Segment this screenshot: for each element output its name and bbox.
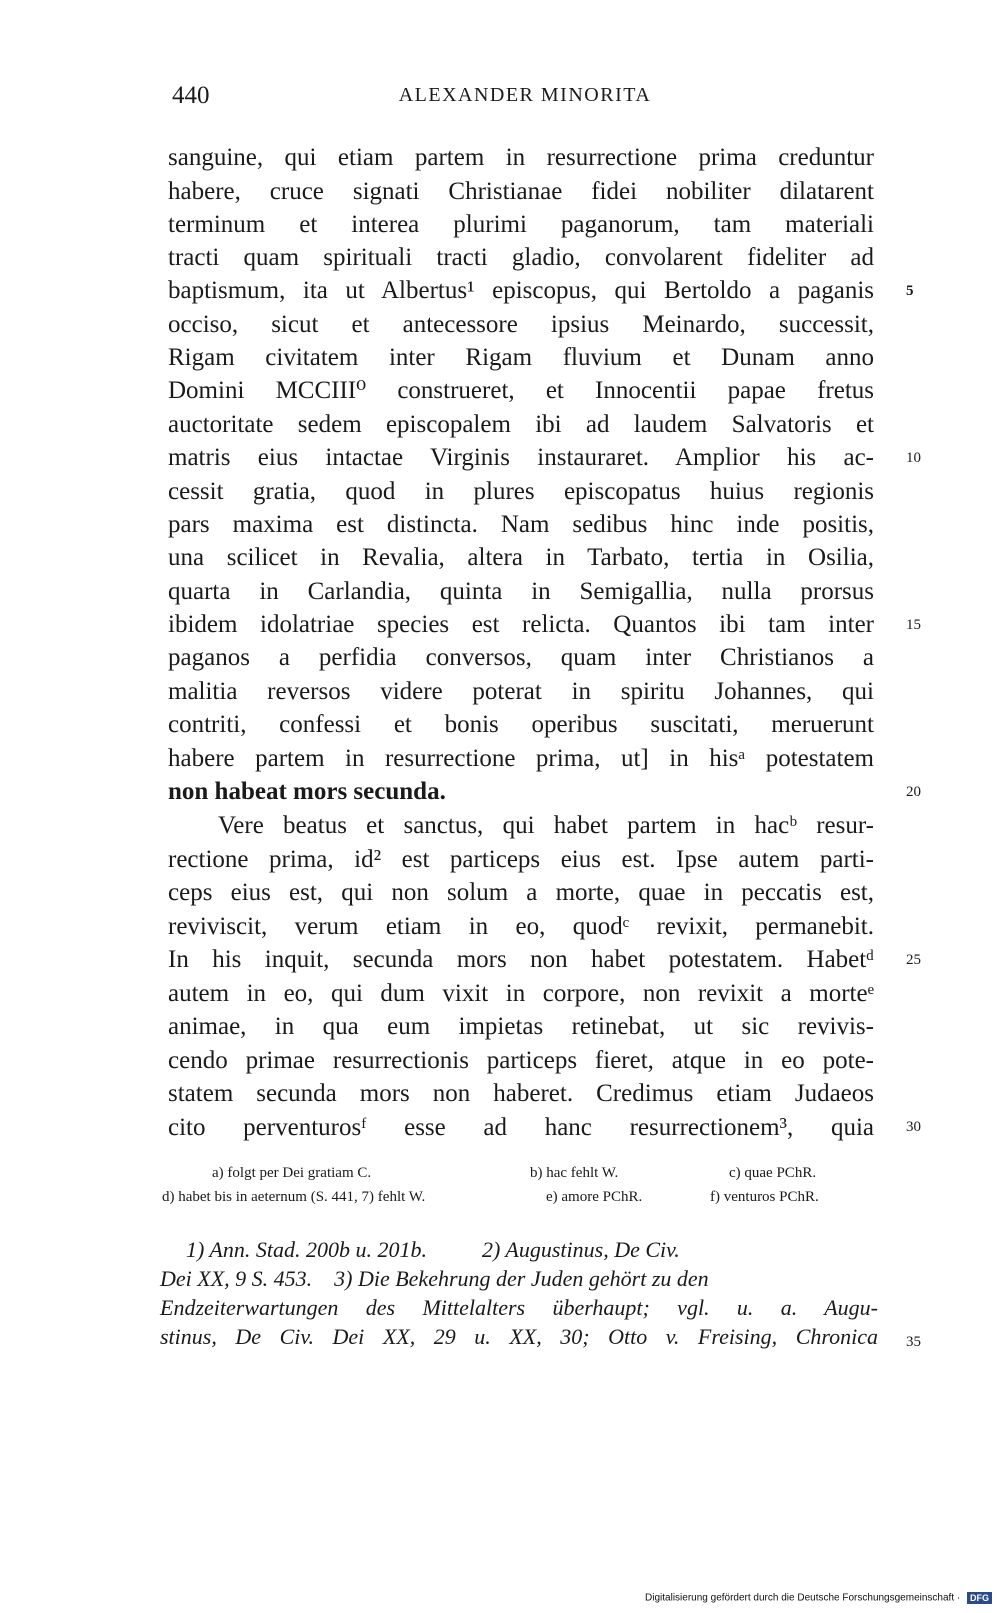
text-line: autem in eo, qui dum vixit in corpore, non revixit a morteᵉ <box>168 980 874 1007</box>
page-title: ALEXANDER MINORITA <box>398 84 652 106</box>
footnote-line: 1) Ann. Stad. 200b u. 201b. 2) Augustinus, De Civ. <box>186 1237 680 1262</box>
line-number: 15 <box>906 617 921 633</box>
apparatus-note: e) amore PChR. <box>546 1189 643 1205</box>
line-number: 10 <box>906 450 921 466</box>
apparatus-note: b) hac fehlt W. <box>530 1165 619 1181</box>
text-line: pars maxima est distincta. Nam sedibus hinc inde positis, <box>168 511 874 538</box>
digitization-note <box>645 1592 992 1604</box>
text-line: animae, in qua eum impietas retinebat, ut sic revivis- <box>168 1013 874 1040</box>
text-line: rectione prima, id² est particeps eius est. Ipse autem parti- <box>168 846 874 873</box>
dfg-logo: DFG <box>967 1592 992 1604</box>
line-number: 5 <box>906 283 914 299</box>
line-number: 20 <box>906 784 921 800</box>
text-line-bold: non habeat mors secunda. <box>168 778 446 805</box>
text-line: Vere beatus et sanctus, qui habet partem in hacᵇ resur- <box>218 812 874 839</box>
text-line: baptismum, ita ut Albertus¹ episcopus, qui Bertoldo a paganis <box>168 277 874 304</box>
footnote-line: stinus, De Civ. Dei XX, 29 u. XX, 30; Otto v. Freising, Chronica <box>160 1324 878 1349</box>
text-line: occiso, sicut et antecessore ipsius Meinardo, successit, <box>168 311 874 338</box>
text-line: In his inquit, secunda mors non habet potestatem. Habetᵈ <box>168 946 874 973</box>
text-line: matris eius intactae Virginis instauraret. Amplior his ac- <box>168 444 874 471</box>
page-number: 440 <box>172 82 210 109</box>
text-line: quarta in Carlandia, quinta in Semigallia, nulla prorsus <box>168 578 874 605</box>
text-line: reviviscit, verum etiam in eo, quodᶜ revixit, permanebit. <box>168 913 874 940</box>
apparatus-note: a) folgt per Dei gratiam C. <box>212 1165 372 1181</box>
text-line: auctoritate sedem episcopalem ibi ad laudem Salvatoris et <box>168 411 874 438</box>
footnote-line: Endzeiterwartungen des Mittelalters überhaupt; vgl. u. a. Augu- <box>160 1295 878 1320</box>
line-number: 30 <box>906 1119 921 1135</box>
text-line: contriti, confessi et bonis operibus suscitati, meruerunt <box>168 711 874 738</box>
text-line: Domini MCCIII⁰ construeret, et Innocentii papae fretus <box>168 377 874 404</box>
apparatus-note: d) habet bis in aeternum (S. 441, 7) fehlt W. <box>162 1189 426 1205</box>
text-line: tracti quam spirituali tracti gladio, convolarent fideliter ad <box>168 244 874 271</box>
text-line: ibidem idolatriae species est relicta. Quantos ibi tam inter <box>168 611 874 638</box>
text-line: habere, cruce signati Christianae fidei nobiliter dilatarent <box>168 178 874 205</box>
line-number: 25 <box>906 952 921 968</box>
text-line: terminum et interea plurimi paganorum, tam materiali <box>168 211 874 238</box>
text-line: cessit gratia, quod in plures episcopatus huius regionis <box>168 478 874 505</box>
running-head <box>172 82 878 118</box>
line-number: 35 <box>906 1334 921 1350</box>
text-line: habere partem in resurrectione prima, ut] in hisᵃ potestatem <box>168 745 874 772</box>
text-line: cito perventurosᶠ esse ad hanc resurrectionem³, quia <box>168 1114 874 1141</box>
text-line: sanguine, qui etiam partem in resurrectione prima creduntur <box>168 144 874 171</box>
footnote-line: Dei XX, 9 S. 453. 3) Die Bekehrung der Juden gehört zu den <box>160 1266 709 1291</box>
text-line: ceps eius est, qui non solum a morte, quae in peccatis est, <box>168 879 874 906</box>
digitization-text: Digitalisierung gefördert durch die Deutsche Forschungsgemeinschaft · <box>645 1592 961 1604</box>
text-line: Rigam civitatem inter Rigam fluvium et Dunam anno <box>168 344 874 371</box>
apparatus-line <box>162 1162 878 1184</box>
apparatus-line <box>162 1186 878 1208</box>
text-line: una scilicet in Revalia, altera in Tarbato, tertia in Osilia, <box>168 544 874 571</box>
text-line: cendo primae resurrectionis particeps fieret, atque in eo pote- <box>168 1047 874 1074</box>
text-line: statem secunda mors non haberet. Credimus etiam Judaeos <box>168 1080 874 1107</box>
text-line: paganos a perfidia conversos, quam inter Christianos a <box>168 644 874 671</box>
apparatus-note: f) venturos PChR. <box>710 1189 819 1205</box>
text-line: malitia reversos videre poterat in spiritu Johannes, qui <box>168 678 874 705</box>
apparatus-note: c) quae PChR. <box>729 1165 817 1181</box>
